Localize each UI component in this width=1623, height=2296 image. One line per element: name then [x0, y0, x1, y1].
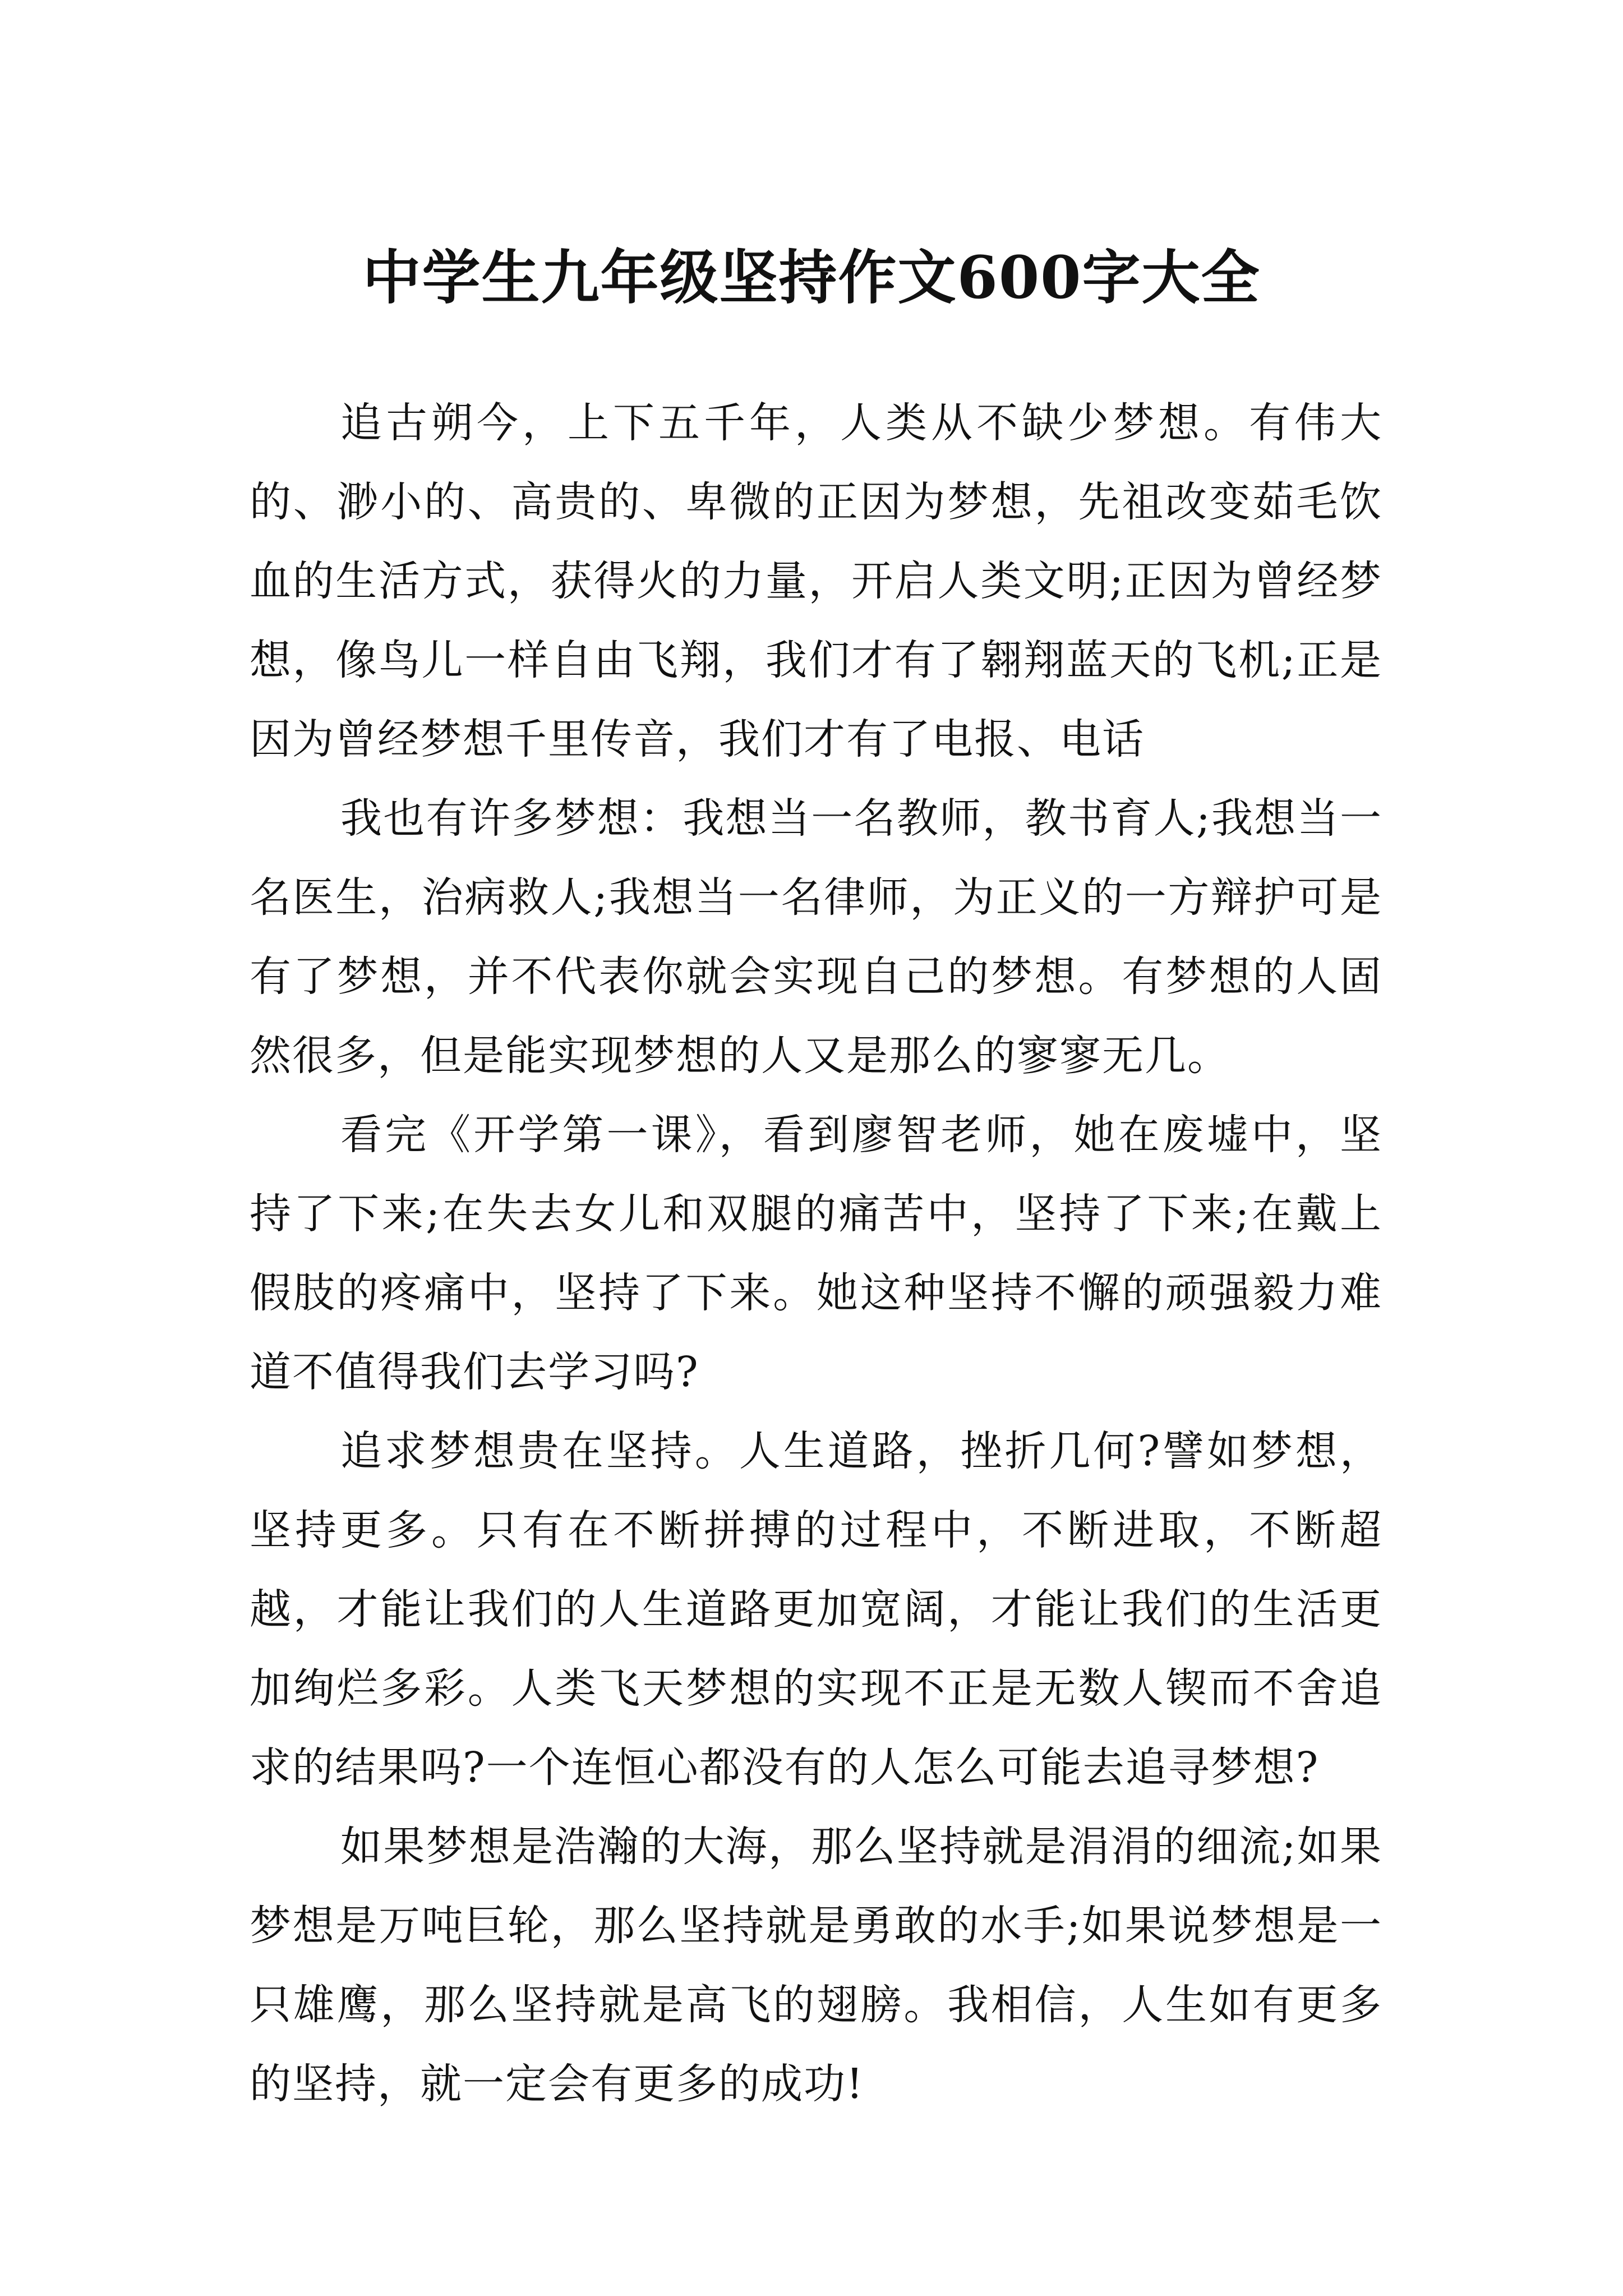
document-title: 中学生九年级坚持作文600字大全	[362, 242, 1261, 312]
paragraph-3: 看完《开学第一课》，看到廖智老师，她在废墟中，坚持了下来;在失去女儿和双腿的痛苦中，坚持了下来;在戴上假肢的疼痛中，坚持了下来。她这种坚持不懈的顽强毅力难道不值得我们去学习吗?	[250, 1111, 1382, 1396]
paragraph-4: 追求梦想贵在坚持。人生道路，挫折几何?譬如梦想，坚持更多。只有在不断拼搏的过程中，不断进取，不断超越，才能让我们的人生道路更加宽阔，才能让我们的生活更加绚烂多彩。人类飞天梦想的实现不正是无数人锲而不舍追求的结果吗?一个连恒心都没有的人怎么可能去追寻梦想?	[250, 1427, 1382, 1792]
paragraph-2: 我也有许多梦想：我想当一名教师，教书育人;我想当一名医生，治病救人;我想当一名律师，为正义的一方辩护可是有了梦想，并不代表你就会实现自己的梦想。有梦想的人固然很多，但是能实现梦想的人又是那么的寥寥无几。	[250, 794, 1382, 1080]
document-body	[250, 384, 1382, 2124]
paragraph-1: 追古朔今，上下五千年，人类从不缺少梦想。有伟大的、渺小的、高贵的、卑微的正因为梦想，先祖改变茹毛饮血的生活方式，获得火的力量，开启人类文明;正因为曾经梦想，像鸟儿一样自由飞翔，我们才有了翱翔蓝天的飞机;正是因为曾经梦想千里传音，我们才有了电报、电话	[250, 399, 1382, 763]
paragraph-5: 如果梦想是浩瀚的大海，那么坚持就是涓涓的细流;如果梦想是万吨巨轮，那么坚持就是勇敢的水手;如果说梦想是一只雄鹰，那么坚持就是高飞的翅膀。我相信，人生如有更多的坚持，就一定会有更多的成功!	[250, 1823, 1382, 2108]
